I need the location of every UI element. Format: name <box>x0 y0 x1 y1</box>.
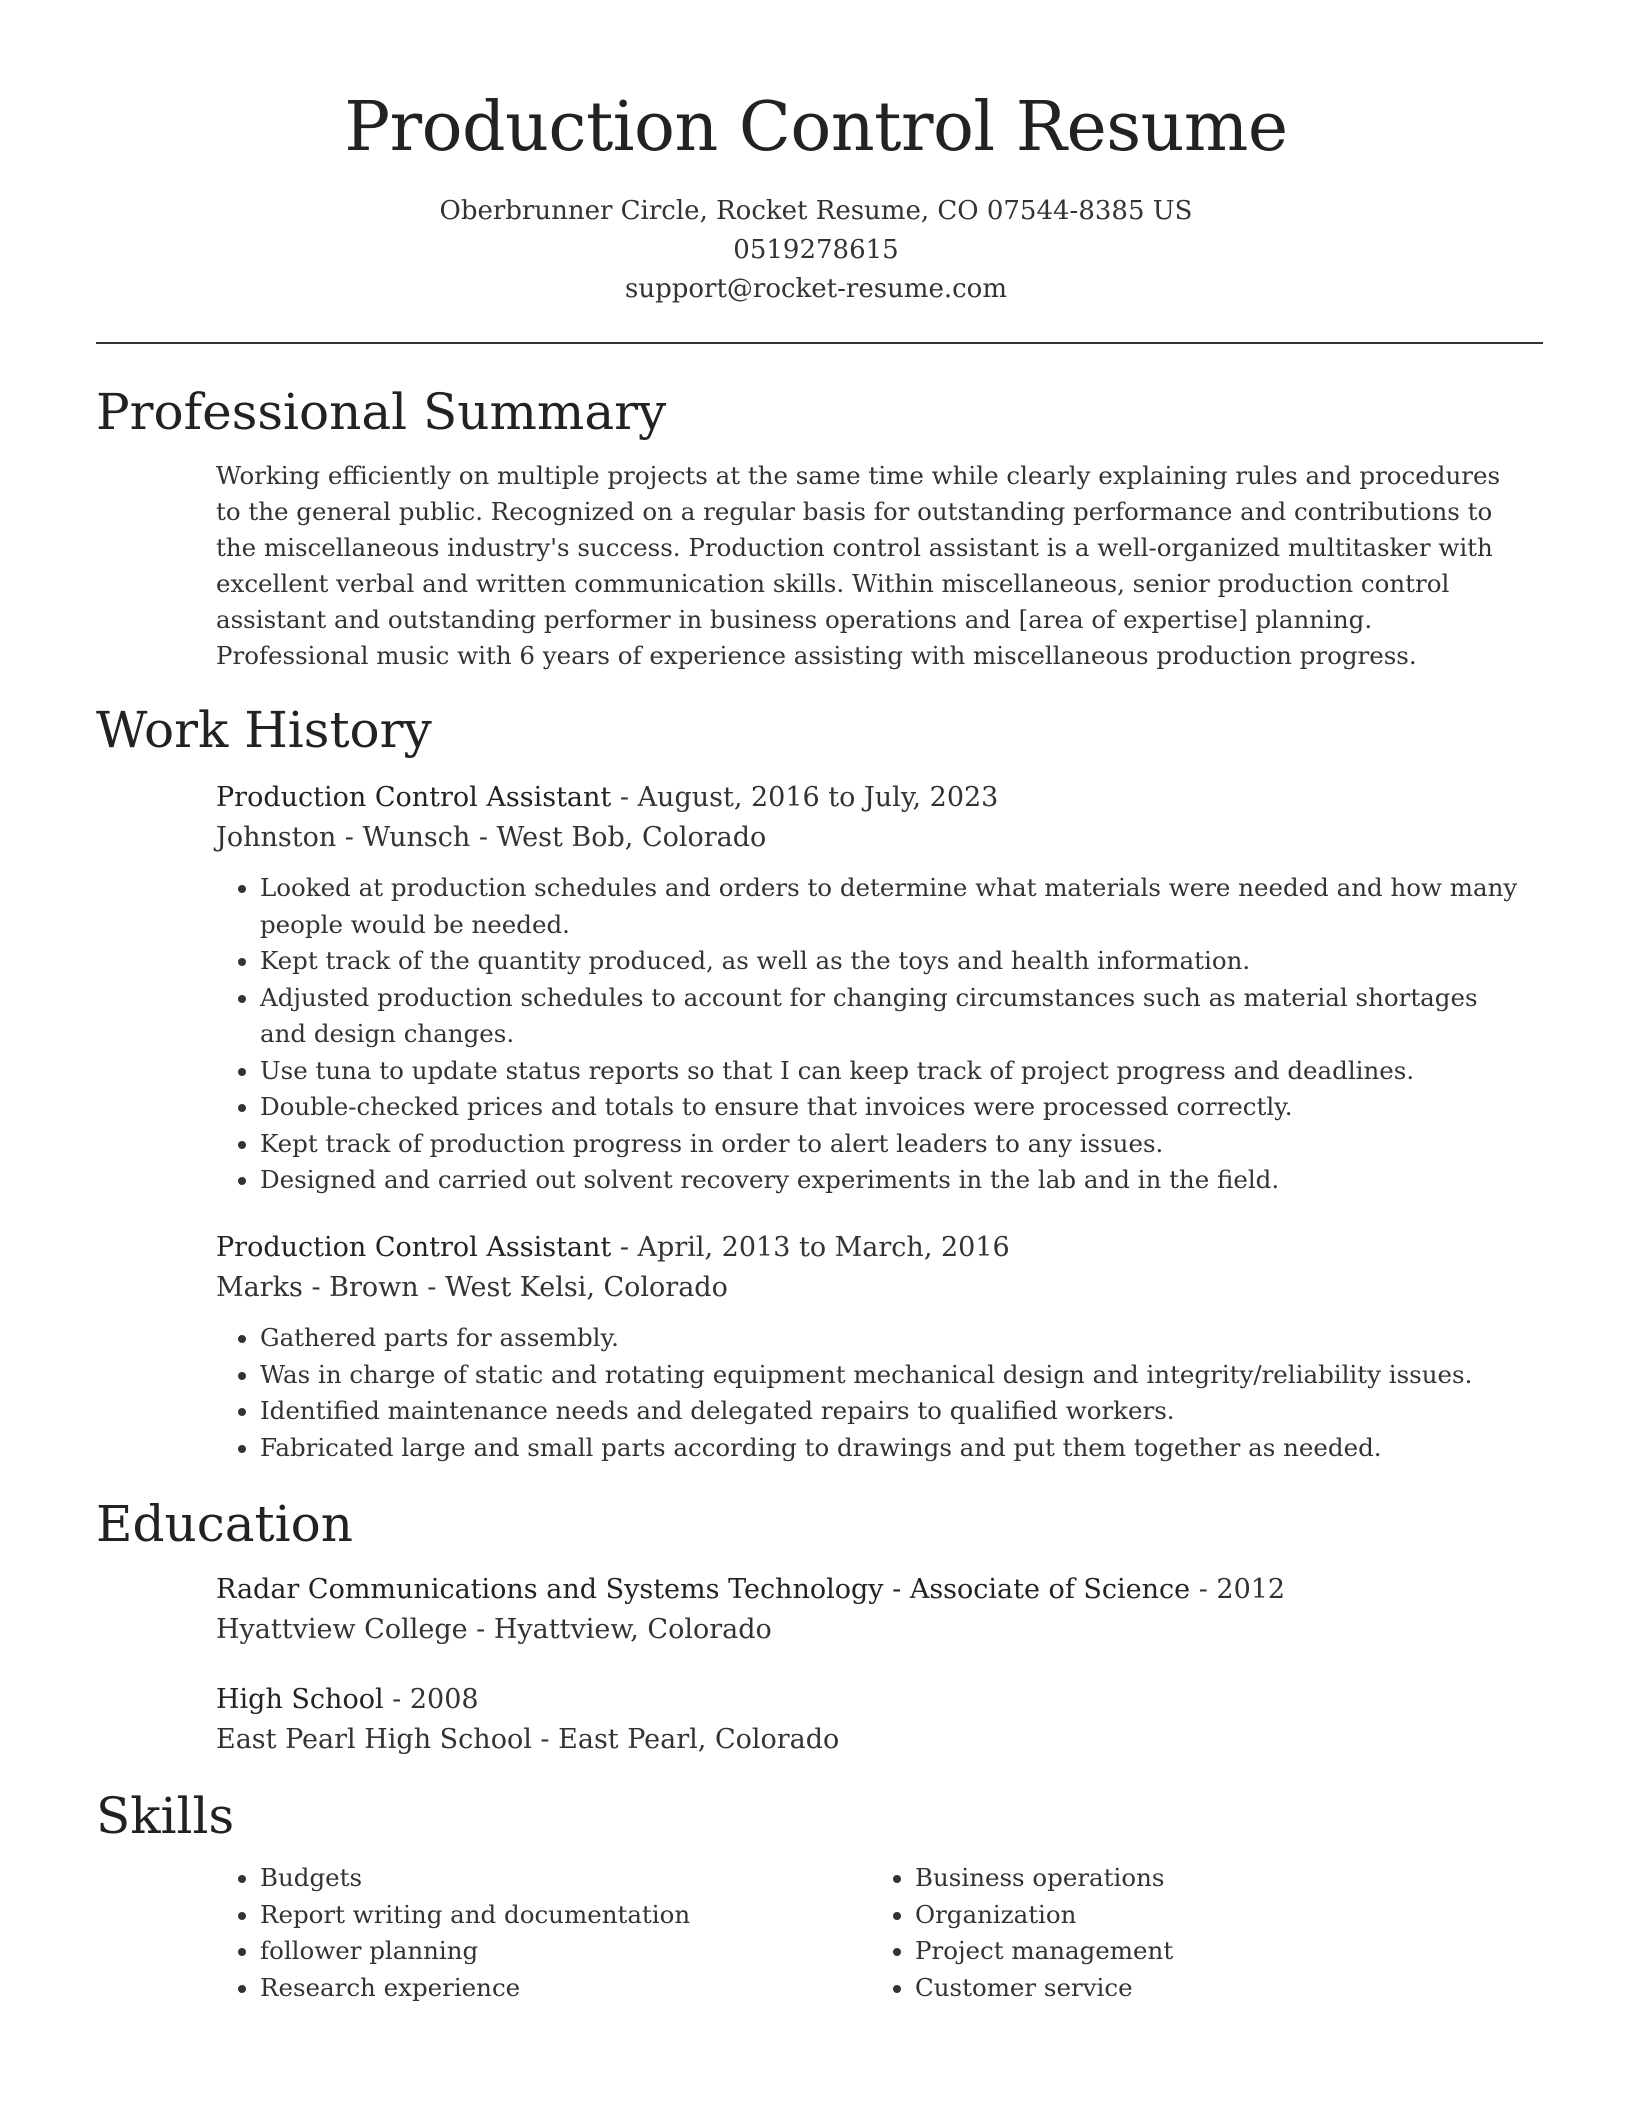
education-degree: Radar Communications and Systems Technology - Associate of Science <box>216 1574 1191 1605</box>
education-location: - Hyattview, Colorado <box>467 1614 772 1645</box>
education-location: - East Pearl, Colorado <box>531 1724 840 1755</box>
skill-item: • Business operations <box>915 1860 1526 1897</box>
list-item: • Double-checked prices and totals to ensure that invoices were processed correctly. <box>260 1089 1526 1126</box>
email: support@rocket-resume.com <box>624 274 1007 304</box>
list-item: • Looked at production schedules and orders to determine what materials were needed and how many people would be needed. <box>260 870 1526 943</box>
skill-item: • Budgets <box>260 1860 871 1897</box>
education-heading: Education <box>96 1495 353 1553</box>
skill-item: • Customer service <box>915 1970 1526 2007</box>
address: Oberbrunner Circle, Rocket Resume, CO 07544-8385 US <box>439 196 1193 226</box>
job-title: Production Control Assistant <box>216 1232 612 1263</box>
education-degree: High School <box>216 1684 384 1715</box>
job-company-line <box>216 818 1526 858</box>
resume-header <box>0 0 1632 309</box>
skill-item: • Research experience <box>260 1970 871 2007</box>
job-dates: - April, 2013 to March, 2016 <box>611 1232 1010 1263</box>
job-dates: - August, 2016 to July, 2023 <box>611 782 999 813</box>
education-entry <box>216 1680 1526 1760</box>
list-item: • Kept track of the quantity produced, as well as the toys and health information. <box>260 943 1526 980</box>
job-company-line <box>216 1268 1526 1308</box>
summary-heading: Professional Summary <box>96 383 667 441</box>
job-entry <box>216 778 1526 1199</box>
summary-text: Working efficiently on multiple projects at the same time while clearly explaining rules and procedures to the general public. Recognized on a regular basis for outstanding performance and contributions to the miscellaneous industry's success. Production control assistant is a well-organized multitasker with excellent verbal and written communication skills. Within miscellaneous, senior production control assistant and outstanding performer in business operations and [area of expertise] planning. Professional music with 6 years of experience assisting with miscellaneous production progress. <box>216 461 1501 670</box>
education-school-line <box>216 1720 1526 1760</box>
education-school: Hyattview College <box>216 1614 468 1645</box>
job-location: - West Bob, Colorado <box>470 822 767 853</box>
job-title: Production Control Assistant <box>216 782 612 813</box>
list-item: • Kept track of production progress in order to alert leaders to any issues. <box>260 1126 1526 1163</box>
education-degree-line <box>216 1680 1526 1720</box>
job-bullets <box>216 870 1526 1199</box>
list-item: • Identified maintenance needs and delegated repairs to qualified workers. <box>260 1393 1526 1430</box>
contact-block <box>0 192 1632 309</box>
list-item: • Use tuna to update status reports so that I can keep track of project progress and deadlines. <box>260 1053 1526 1090</box>
job-location: - West Kelsi, Colorado <box>418 1272 728 1303</box>
page-title: Production Control Resume <box>344 88 1288 167</box>
list-item: • Designed and carried out solvent recovery experiments in the lab and in the field. <box>260 1162 1526 1199</box>
job-bullets <box>216 1320 1526 1466</box>
education-school-line <box>216 1610 1526 1650</box>
job-title-line <box>216 1228 1526 1268</box>
skills-column-right <box>871 1860 1526 2006</box>
phone: 0519278615 <box>733 235 899 265</box>
skill-item: • Report writing and documentation <box>260 1897 871 1934</box>
header-divider <box>96 342 1543 344</box>
education-year: - 2012 <box>1190 1574 1286 1605</box>
job-company: Marks - Brown <box>216 1272 419 1303</box>
job-company: Johnston - Wunsch <box>216 822 471 853</box>
list-item: • Gathered parts for assembly. <box>260 1320 1526 1357</box>
job-entry <box>216 1228 1526 1466</box>
list-item: • Was in charge of static and rotating equipment mechanical design and integrity/reliability issues. <box>260 1357 1526 1394</box>
skill-item: • follower planning <box>260 1933 871 1970</box>
education-year: - 2008 <box>383 1684 479 1715</box>
job-title-line <box>216 778 1526 818</box>
skill-item: • Project management <box>915 1933 1526 1970</box>
education-school: East Pearl High School <box>216 1724 532 1755</box>
education-degree-line <box>216 1570 1526 1610</box>
summary-section <box>216 458 1526 674</box>
skills-list <box>216 1860 1526 2006</box>
skills-column-left <box>216 1860 871 2006</box>
list-item: • Adjusted production schedules to account for changing circumstances such as material shortages and design changes. <box>260 980 1526 1053</box>
list-item: • Fabricated large and small parts according to drawings and put them together as needed. <box>260 1430 1526 1467</box>
skills-heading: Skills <box>96 1787 235 1845</box>
education-entry <box>216 1570 1526 1650</box>
work-history-heading: Work History <box>96 701 432 759</box>
skill-item: • Organization <box>915 1897 1526 1934</box>
